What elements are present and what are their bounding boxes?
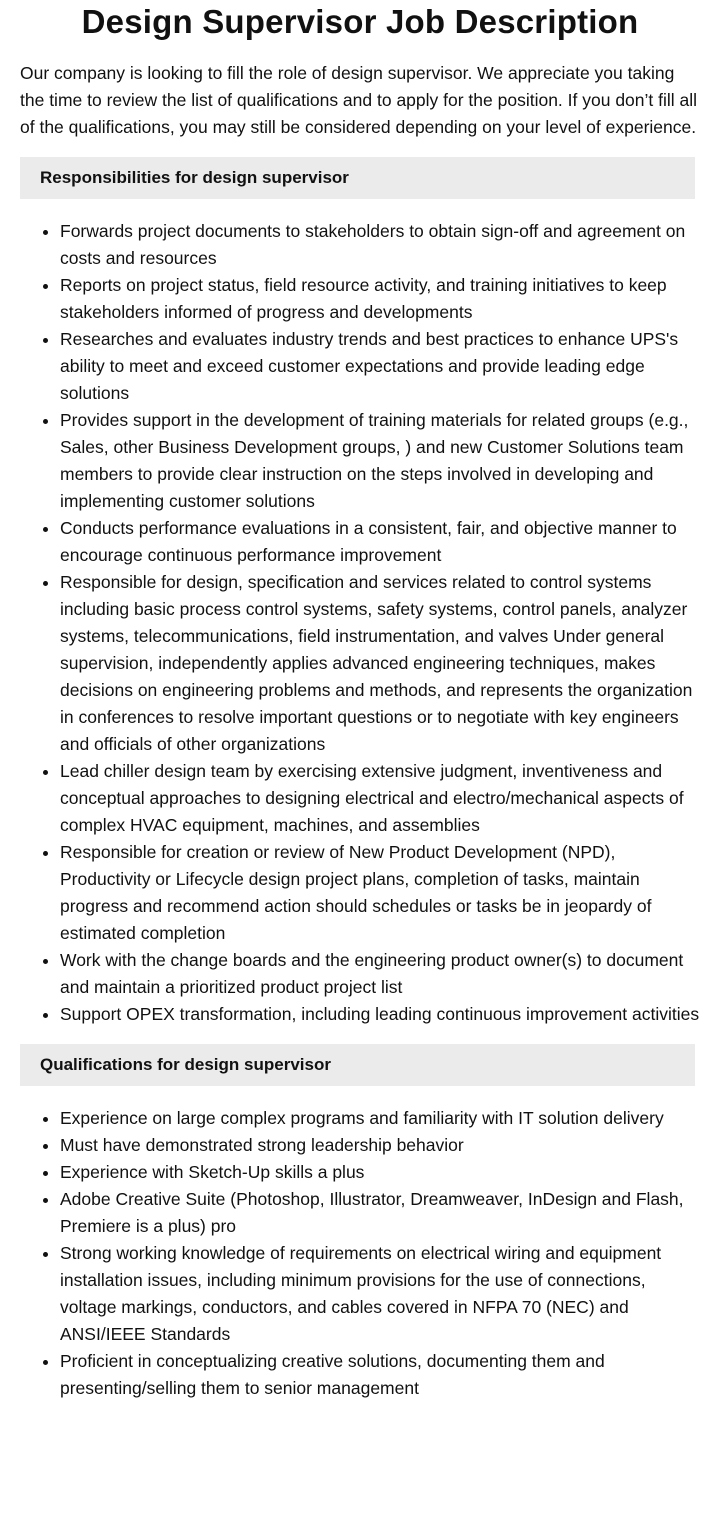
list-item: • Forwards project documents to stakeholders to obtain sign-off and agreement on costs and resources xyxy=(60,218,700,272)
list-item: • Researches and evaluates industry trends and best practices to enhance UPS's ability to meet and exceed customer expectations and provide leading edge solutions xyxy=(60,326,700,407)
list-item: • Responsible for creation or review of New Product Development (NPD), Productivity or Lifecycle design project plans, completion of tasks, maintain progress and recommend action should schedules or tasks be in jeopardy of estimated completion xyxy=(60,839,700,947)
responsibilities-heading: Responsibilities for design supervisor xyxy=(20,157,695,199)
qualifications-list xyxy=(20,1105,700,1402)
list-item: • Experience with Sketch-Up skills a plus xyxy=(60,1159,700,1186)
list-item: • Proficient in conceptualizing creative solutions, documenting them and presenting/selling them to senior management xyxy=(60,1348,700,1402)
list-item: • Reports on project status, field resource activity, and training initiatives to keep stakeholders informed of progress and developments xyxy=(60,272,700,326)
list-item: • Provides support in the development of training materials for related groups (e.g., Sales, other Business Development groups, ) and new Customer Solutions team members to provide clear instruction on the steps involved in developing and implementing customer solutions xyxy=(60,407,700,515)
list-item: • Work with the change boards and the engineering product owner(s) to document and maintain a prioritized product project list xyxy=(60,947,700,1001)
list-item: • Support OPEX transformation, including leading continuous improvement activities xyxy=(60,1001,700,1028)
responsibilities-list xyxy=(20,218,700,1028)
list-item: • Adobe Creative Suite (Photoshop, Illustrator, Dreamweaver, InDesign and Flash, Premiere is a plus) pro xyxy=(60,1186,700,1240)
list-item: • Strong working knowledge of requirements on electrical wiring and equipment installation issues, including minimum provisions for the use of connections, voltage markings, conductors, and cables covered in NFPA 70 (NEC) and ANSI/IEEE Standards xyxy=(60,1240,700,1348)
qualifications-heading: Qualifications for design supervisor xyxy=(20,1044,695,1086)
page-title: Design Supervisor Job Description xyxy=(81,3,639,40)
list-item: • Lead chiller design team by exercising extensive judgment, inventiveness and conceptual approaches to designing electrical and electro/mechanical aspects of complex HVAC equipment, machines, and assemblies xyxy=(60,758,700,839)
list-item: • Experience on large complex programs and familiarity with IT solution delivery xyxy=(60,1105,700,1132)
intro-paragraph: Our company is looking to fill the role of design supervisor. We appreciate you taking the time to review the list of qualifications and to apply for the position. If you don’t fill all of the qualifications, you may still be considered depending on your level of experience. xyxy=(20,63,698,137)
list-item: • Must have demonstrated strong leadership behavior xyxy=(60,1132,700,1159)
list-item: • Conducts performance evaluations in a consistent, fair, and objective manner to encourage continuous performance improvement xyxy=(60,515,700,569)
list-item: • Responsible for design, specification and services related to control systems including basic process control systems, safety systems, control panels, analyzer systems, telecommunications, field instrumentation, and valves Under general supervision, independently applies advanced engineering techniques, makes decisions on engineering problems and methods, and represents the organization in conferences to resolve important questions or to negotiate with key engineers and officials of other organizations xyxy=(60,569,700,758)
